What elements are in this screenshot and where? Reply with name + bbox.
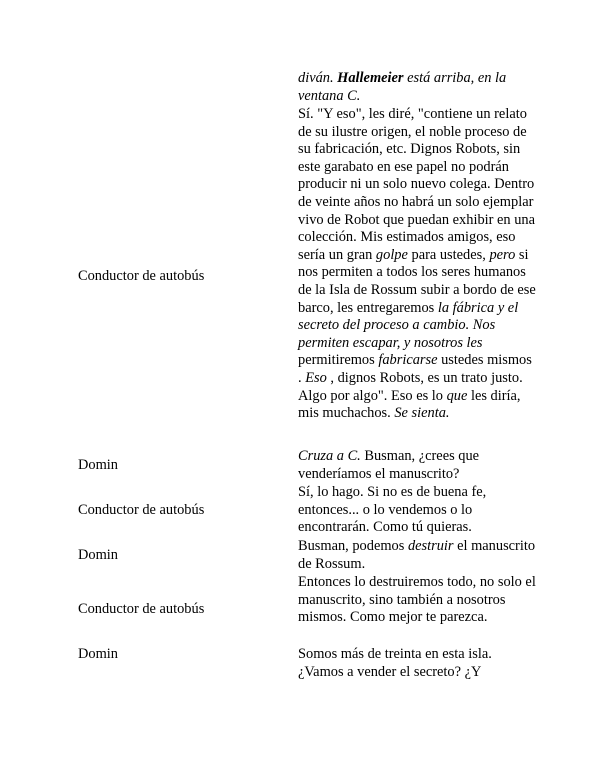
- text-run: que: [446, 387, 468, 404]
- text-run: Somos más de treinta en esta isla. ¿Vamos a vender el secreto? ¿Y: [298, 646, 492, 680]
- text-run: ustedes mismos .: [298, 352, 532, 386]
- text-run: está arriba, en la ventana C.: [298, 70, 507, 104]
- text-run: diván.: [298, 70, 338, 86]
- text-run: fabricarse: [378, 352, 438, 369]
- dialogue-row: [0, 538, 600, 574]
- dialogue-row: [0, 106, 600, 448]
- speaker-label: Conductor de autobús: [78, 502, 205, 518]
- dialogue-row: [0, 70, 600, 106]
- dialogue-text: [298, 574, 538, 627]
- dialogue-text: [298, 484, 538, 537]
- dialogue-text: [298, 646, 538, 681]
- speaker-label: Conductor de autobús: [78, 268, 205, 284]
- text-run: si nos permiten a todos los seres humanos de la Isla de Rossum subir a bordo de ese barco, les entregaremos: [298, 246, 536, 316]
- text-run: el manuscrito de Rossum.: [298, 538, 536, 572]
- text-run: destruir: [407, 538, 454, 554]
- text-run: Busman, ¿crees que venderíamos el manuscrito?: [298, 448, 480, 482]
- dialogue-text: [298, 70, 538, 105]
- text-run: permitiremos: [298, 352, 379, 369]
- text-run: pero: [489, 246, 516, 263]
- dialogue-text: [298, 448, 538, 483]
- text-run: Sí. "Y eso", les diré, "contiene un relato de su ilustre origen, el noble proceso de su fabricación, etc. Dignos Robots, sin este garabato en ese papel no podrán producir ni un solo nuevo colega. Dentro de veinte años no habrá un solo ejemplar vivo de Robot que puedan exhibir en una colección. Mis estimados amigos, eso sería un gran: [298, 106, 535, 263]
- text-run: para ustedes,: [407, 246, 490, 263]
- text-run: Se sienta.: [394, 405, 450, 422]
- text-run: Busman, podemos: [298, 538, 408, 554]
- speaker-label: Domin: [78, 646, 118, 662]
- dialogue-text: [298, 538, 538, 573]
- speaker-label: Domin: [78, 547, 118, 563]
- text-run: Entonces lo destruiremos todo, no solo el manuscrito, sino también a nosotros mismos. Como mejor te parezca.: [298, 574, 536, 626]
- dialogue-row: [0, 448, 600, 484]
- text-run: Sí, lo hago. Si no es de buena fe, entonces... o lo vendemos o lo encontrarán. Como tú quieras.: [298, 484, 487, 536]
- speaker-label: Conductor de autobús: [78, 601, 205, 617]
- dialogue-text: [298, 106, 538, 423]
- text-run: la fábrica y el secreto del proceso a cambio. Nos permiten escapar, y nosotros les: [298, 299, 519, 351]
- dialogue-row: [0, 484, 600, 538]
- text-run: , dignos Robots, es un trato justo. Algo por algo". Eso es lo: [298, 369, 523, 404]
- text-run: golpe: [375, 246, 408, 263]
- text-run: Hallemeier: [337, 70, 404, 86]
- speaker-label: Domin: [78, 457, 118, 473]
- dialogue-row: [0, 646, 600, 682]
- text-run: les diría, mis muchachos.: [298, 387, 521, 422]
- text-run: Cruza a C.: [298, 448, 361, 464]
- text-run: Eso: [305, 369, 327, 386]
- dialogue-row: [0, 574, 600, 646]
